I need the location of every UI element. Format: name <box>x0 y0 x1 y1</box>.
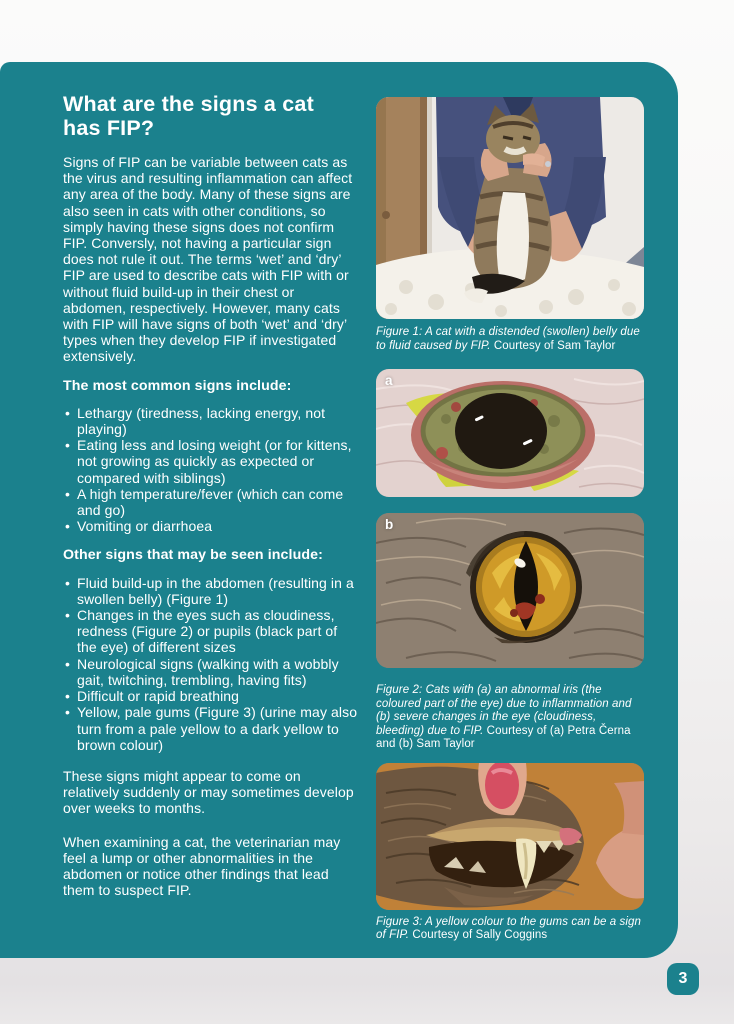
figure-2a-photo <box>376 369 644 497</box>
common-signs-heading: The most common signs include: <box>63 377 292 394</box>
page-title: What are the signs a cat has FIP? <box>63 92 314 140</box>
figure-3 <box>376 763 644 943</box>
figure-caption-text: Figure 3: A yellow colour to the gums can be a sign of FIP. <box>376 915 642 941</box>
figure-caption-text: Figure 1: A cat with a distended (swollen) belly due to fluid caused by FIP. <box>376 326 640 352</box>
list-item: • Eating less and losing weight (or for kittens, not growing as quickly as expected or compared with siblings) <box>63 437 359 486</box>
figure-3-photo <box>376 763 644 910</box>
figure-2b <box>376 513 644 668</box>
closing-paragraph-1: These signs might appear to come on relatively suddenly or may sometimes develop over weeks to months. <box>63 767 354 817</box>
figure-2a-label: a <box>385 373 393 388</box>
figure-column <box>376 97 644 943</box>
figure-caption-credit: Courtesy of Sally Coggins <box>409 929 548 941</box>
other-signs-heading: Other signs that may be seen include: <box>63 547 323 564</box>
other-signs-list <box>63 575 359 753</box>
page-number-badge: 3 <box>667 963 699 995</box>
figure-caption-credit: Courtesy of (a) Petra Černa and (b) Sam Taylor <box>376 724 631 750</box>
figure-caption-text: Figure 2: Cats with (a) an abnormal iris (the coloured part of the eye) due to inflammation and (b) severe changes in the eye (cloudiness, bleeding) due to FIP. <box>376 684 632 737</box>
list-item: • Fluid build-up in the abdomen (resulting in a swollen belly) (Figure 1) <box>63 575 359 607</box>
figure-caption-credit: Courtesy of Sam Taylor <box>490 339 616 352</box>
content-panel <box>0 62 678 958</box>
figure-2b-label: b <box>385 517 394 532</box>
figure-2a <box>376 369 644 497</box>
figure-2-caption <box>376 684 644 752</box>
figure-1-photo <box>376 97 644 319</box>
list-item: • Changes in the eyes such as cloudiness, redness (Figure 2) or pupils (black part of the eye) of different sizes <box>63 607 359 656</box>
figure-3-caption <box>376 916 644 943</box>
figure-1-caption <box>376 326 644 353</box>
closing-paragraph-2: When examining a cat, the veterinarian may feel a lump or other abnormalities in the abdomen or notice other findings that lead them to suspect FIP. <box>63 833 341 899</box>
list-item: • A high temperature/fever (which can come and go) <box>63 486 359 518</box>
list-item: • Difficult or rapid breathing <box>63 688 359 704</box>
figure-1 <box>376 97 644 353</box>
list-item: • Vomiting or diarrhoea <box>63 518 359 534</box>
common-signs-list <box>63 405 359 535</box>
text-column <box>63 92 359 898</box>
list-item: • Yellow, pale gums (Figure 3) (urine may also turn from a pale yellow to a dark yellow to brown colour) <box>63 704 359 753</box>
list-item: • Lethargy (tiredness, lacking energy, not playing) <box>63 405 359 437</box>
intro-paragraph: Signs of FIP can be variable between cats as the virus and resulting inflammation can affect any area of the body. Many of these signs are also seen in cats with other conditions, so simply having these signs does not confirm FIP. Conversly, not having a particular sign does not rule it out. The terms ‘wet’ and ‘dry’ FIP are used to describe cats with FIP with or without fluid build-up in their chest or abdomen, respectively. However, many cats with FIP will have signs of both ‘wet’ and ‘dry’ types when they develop FIP if investigated extensively. <box>63 154 353 365</box>
list-item: • Neurological signs (walking with a wobbly gait, twitching, trembling, having fits) <box>63 656 359 688</box>
figure-2b-photo <box>376 513 644 668</box>
